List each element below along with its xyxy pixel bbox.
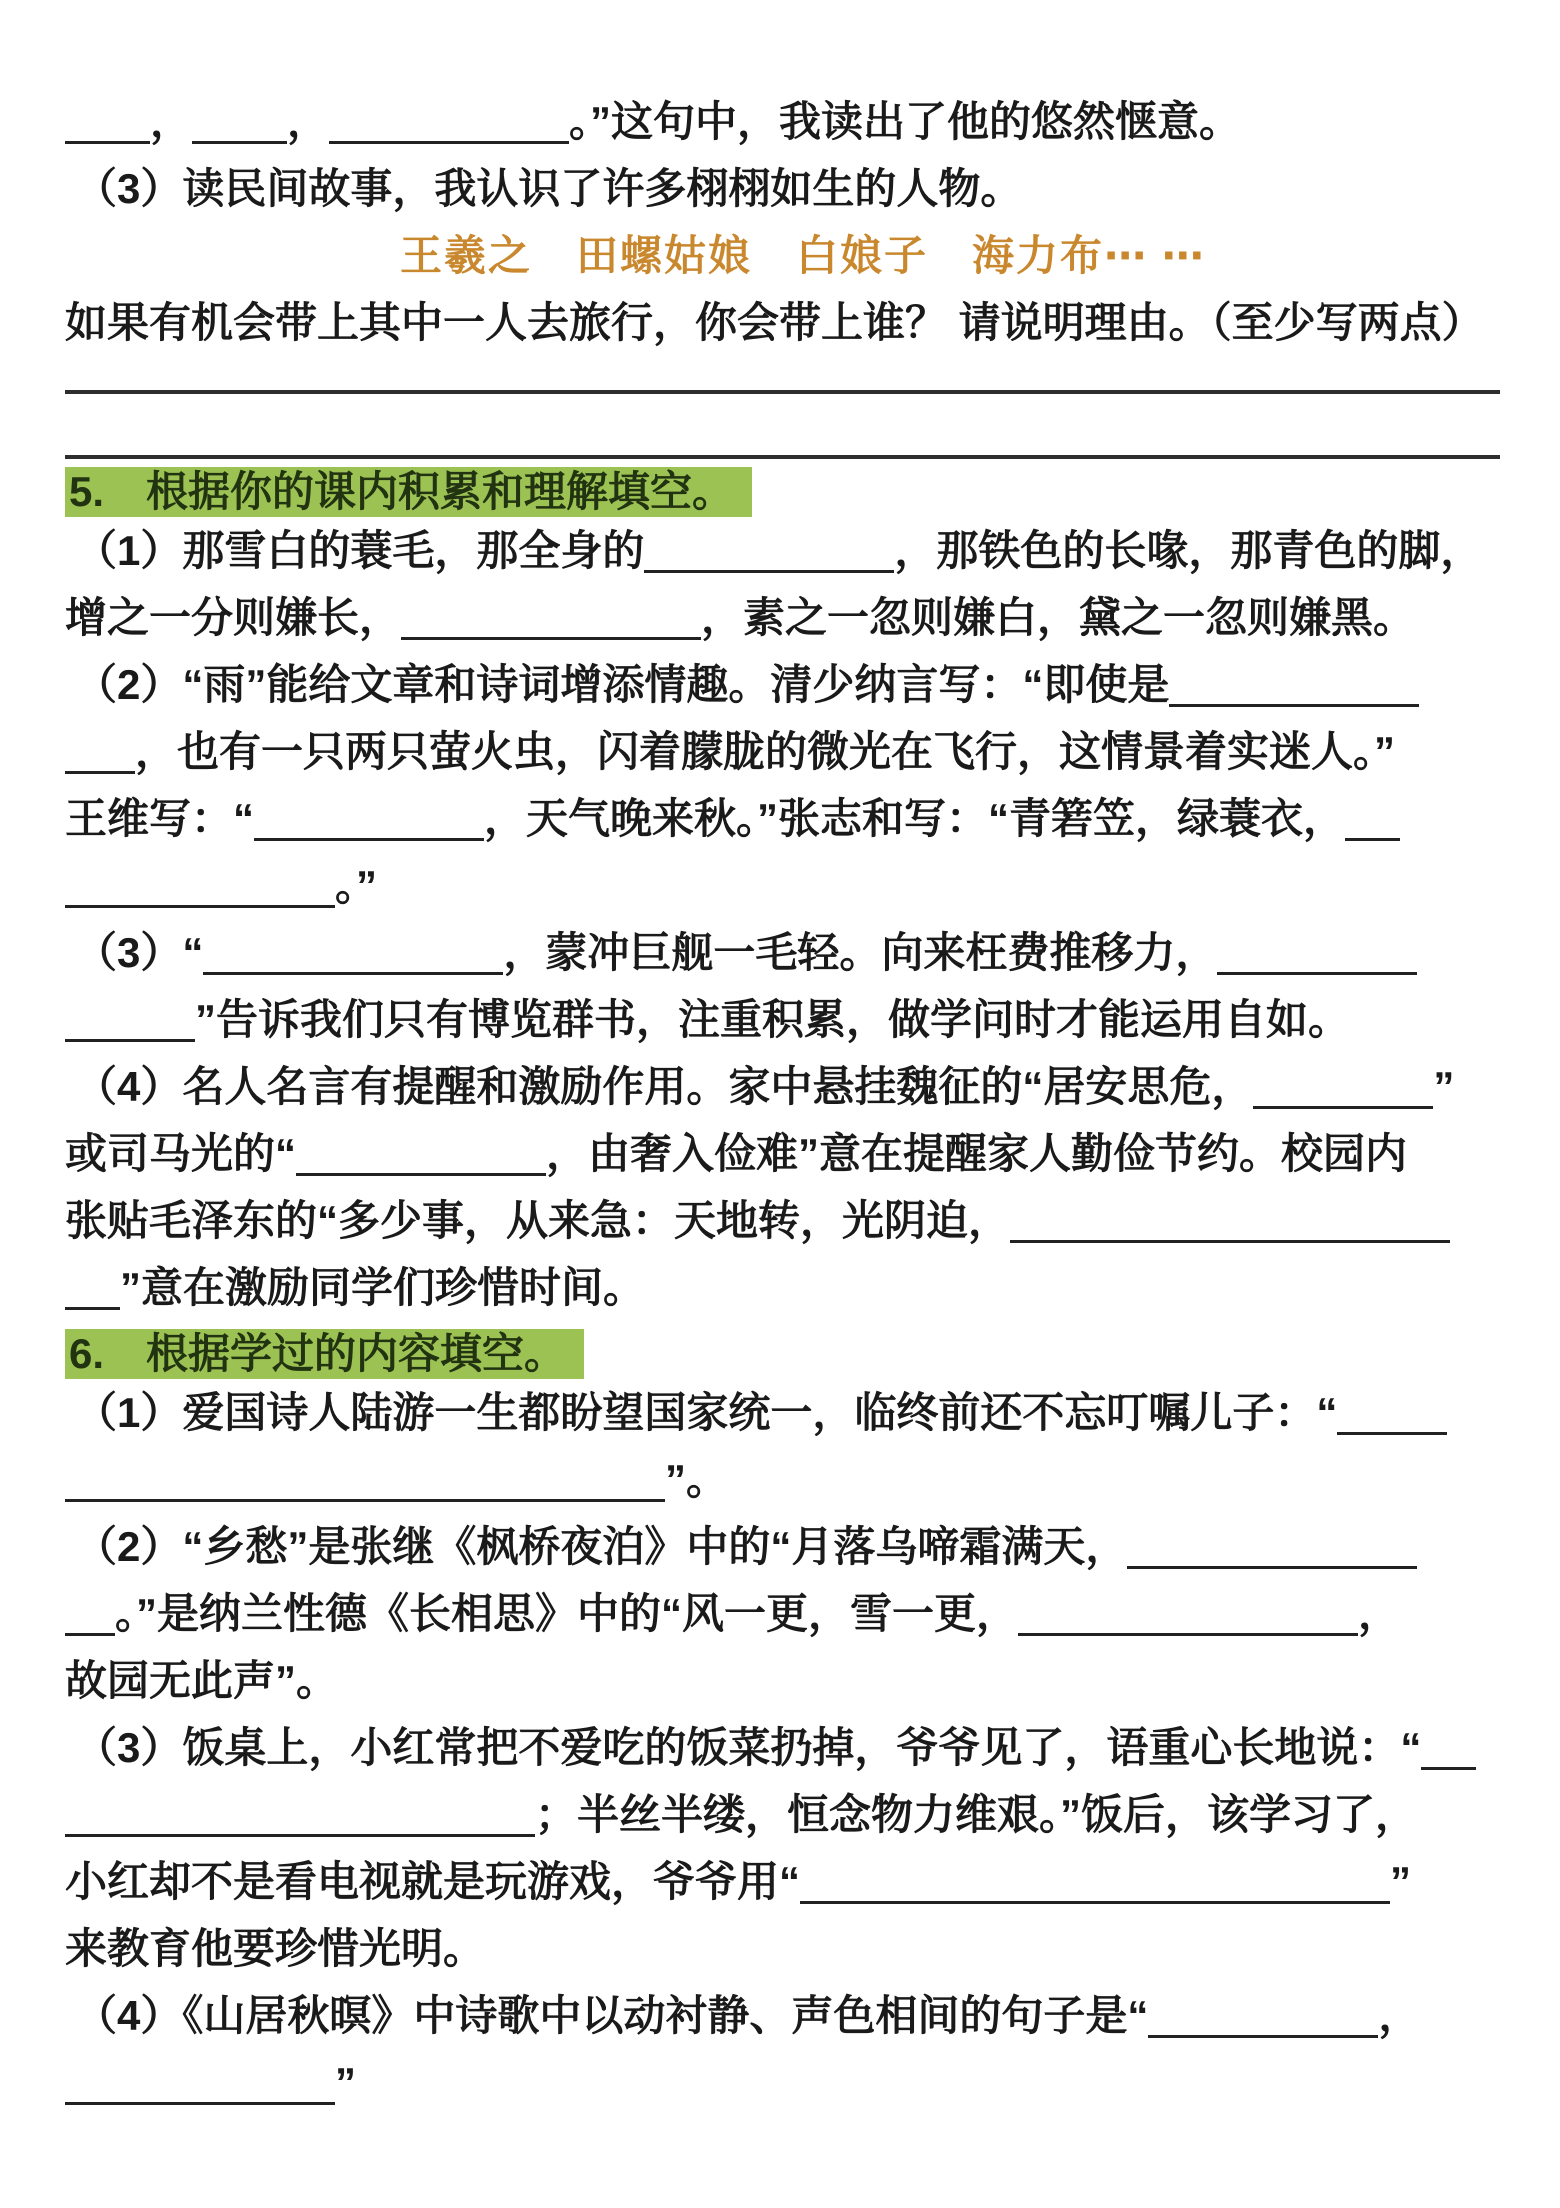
section-heading: 6. 根据学过的内容填空。: [65, 1329, 584, 1379]
text-line: [65, 155, 1500, 222]
text-line: [65, 1647, 1500, 1714]
text-segment: （4）名人名言有提醒和激励作用。家中悬挂魏征的“居安思危，: [75, 1063, 1254, 1110]
text-line: [65, 1120, 1500, 1187]
fill-blank: [1148, 1993, 1378, 2038]
text-segment: 张贴毛泽东的“多少事，从来急：天地转，光阴迫，: [65, 1197, 1011, 1244]
fill-blank: [1337, 1390, 1447, 1435]
fill-blank: [65, 2060, 335, 2105]
text-segment: ，天气晚来秋。”张志和写：“青箬笠，绿蓑衣，: [484, 795, 1346, 842]
text-line: [65, 1781, 1500, 1848]
fill-blank: [296, 1131, 546, 1176]
text-segment: ，: [1358, 1590, 1401, 1637]
text-segment: （1）爱国诗人陆游一生都盼望国家统一，临终前还不忘叮嘱儿子：“: [75, 1389, 1338, 1436]
text-segment: ，: [287, 98, 330, 145]
fill-blank: [1421, 1725, 1476, 1770]
fill-blank: [1010, 1198, 1450, 1243]
fill-blank: [1018, 1591, 1358, 1636]
story-names-line: [65, 222, 1500, 289]
fill-blank: [644, 528, 894, 573]
text-line: [65, 1187, 1500, 1254]
fill-blank: [65, 99, 150, 144]
text-line: [65, 1053, 1500, 1120]
text-segment: 。”这句中，我读出了他的悠然惬意。: [569, 98, 1242, 145]
text-line: [65, 584, 1500, 651]
text-segment: ，素之一忽则嫌白，黛之一忽则嫌黑。: [701, 594, 1416, 641]
text-segment: 王羲之 田螺姑娘 白娘子 海力布⋯ ⋯: [400, 232, 1206, 279]
text-segment: 。”是纳兰性德《长相思》中的“风一更，雪一更，: [115, 1590, 1019, 1637]
text-line: [65, 1580, 1500, 1647]
section-heading-row: [65, 467, 1500, 517]
text-segment: （2）“乡愁”是张继《枫桥夜泊》中的“月落乌啼霜满天，: [75, 1523, 1128, 1570]
text-segment: ，蒙冲巨舰一毛轻。向来枉费推移力，: [503, 929, 1218, 976]
text-segment: （3）“: [75, 929, 204, 976]
text-segment: ”告诉我们只有博览群书，注重积累，做学问时才能运用自如。: [195, 996, 1351, 1043]
text-line: [65, 1714, 1500, 1781]
text-segment: （2）“雨”能给文章和诗词增添情趣。清少纳言写：“即使是: [75, 661, 1170, 708]
text-line: [65, 2049, 1500, 2116]
fill-blank: [65, 863, 335, 908]
text-segment: ”意在激励同学们珍惜时间。: [120, 1264, 646, 1311]
fill-blank: [254, 796, 484, 841]
text-line: [65, 852, 1500, 919]
text-line: [65, 1982, 1500, 2049]
text-segment: 王维写：“: [65, 795, 255, 842]
text-segment: （4）《山居秋暝》中诗歌中以动衬静、声色相间的句子是“: [75, 1992, 1149, 2039]
text-segment: ”。: [665, 1456, 729, 1503]
fill-blank: [65, 729, 135, 774]
text-line: [65, 1848, 1500, 1915]
text-segment: ”: [1433, 1063, 1455, 1110]
fill-blank: [65, 1792, 535, 1837]
fill-blank: [329, 99, 569, 144]
fill-blank: [1345, 796, 1400, 841]
fill-blank: [65, 1457, 665, 1502]
text-segment: 。”: [335, 862, 378, 909]
text-segment: 如果有机会带上其中一人去旅行，你会带上谁？ 请说明理由。（至少写两点）: [65, 299, 1484, 346]
fill-blank: [401, 595, 701, 640]
fill-blank: [65, 997, 195, 1042]
fill-blank: [65, 1591, 115, 1636]
text-line: [65, 1379, 1500, 1446]
text-segment: 小红却不是看电视就是玩游戏，爷爷用“: [65, 1858, 801, 1905]
fill-blank: [800, 1859, 1390, 1904]
section-heading: 5. 根据你的课内积累和理解填空。: [65, 467, 752, 517]
text-segment: ，由奢入俭难”意在提醒家人勤俭节约。校园内: [546, 1130, 1408, 1177]
text-segment: 增之一分则嫌长，: [65, 594, 402, 641]
text-line: [65, 1446, 1500, 1513]
text-line: [65, 986, 1500, 1053]
fill-blank: [1217, 930, 1417, 975]
fill-blank: [65, 1265, 120, 1310]
fill-blank: [203, 930, 503, 975]
text-segment: ，那铁色的长喙，那青色的脚，: [894, 527, 1483, 574]
fill-blank: [1169, 662, 1419, 707]
text-line: [65, 1513, 1500, 1580]
section-heading-row: [65, 1329, 1500, 1379]
text-segment: （1）那雪白的蓑毛，那全身的: [75, 527, 645, 574]
text-segment: ”: [335, 2059, 356, 2106]
text-segment: ，也有一只两只萤火虫，闪着朦胧的微光在飞行，这情景着实迷人。”: [135, 728, 1396, 775]
text-segment: （3）读民间故事，我认识了许多栩栩如生的人物。: [75, 165, 1023, 212]
text-line: [65, 1254, 1500, 1321]
answer-rule: [65, 390, 1500, 394]
text-line: [65, 1915, 1500, 1982]
text-line: [65, 651, 1500, 718]
answer-rule: [65, 455, 1500, 459]
text-segment: ；半丝半缕，恒念物力维艰。”饭后，该学习了，: [535, 1791, 1418, 1838]
text-segment: ，: [150, 98, 193, 145]
text-segment: （3）饭桌上，小红常把不爱吃的饭菜扔掉，爷爷见了，语重心长地说：“: [75, 1724, 1422, 1771]
text-segment: ”: [1390, 1858, 1412, 1905]
text-segment: ，: [1378, 1992, 1421, 2039]
text-line: [65, 718, 1500, 785]
fill-blank: [1253, 1064, 1433, 1109]
text-line: [65, 289, 1500, 356]
text-segment: 故园无此声”。: [65, 1657, 339, 1704]
text-line: [65, 919, 1500, 986]
fill-blank: [1127, 1524, 1417, 1569]
text-segment: 来教育他要珍惜光明。: [65, 1925, 486, 1972]
text-segment: 或司马光的“: [65, 1130, 297, 1177]
text-line: [65, 517, 1500, 584]
text-line: [65, 785, 1500, 852]
text-line: [65, 88, 1500, 155]
fill-blank: [192, 99, 287, 144]
